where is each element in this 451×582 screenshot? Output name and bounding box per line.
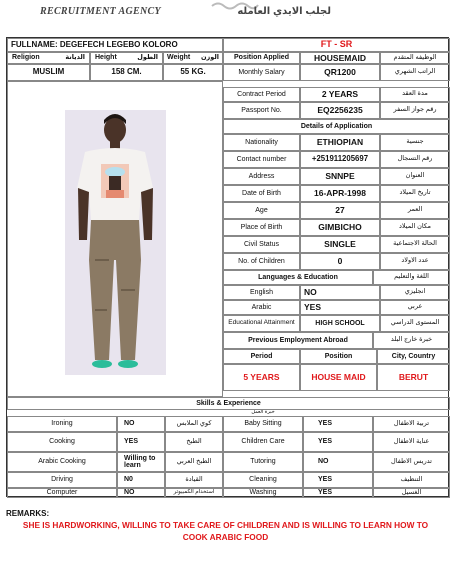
- contact-value: +251911205697: [300, 151, 380, 168]
- skill-value-4: N0: [117, 472, 165, 488]
- skill-ar-3: الطبخ العربي: [165, 452, 223, 472]
- cv-sheet: [6, 37, 449, 497]
- languages-heading: Languages & Education: [223, 270, 373, 285]
- passport-no-label: Passport No.: [223, 102, 300, 119]
- address-label-ar: العنوان: [380, 168, 450, 185]
- skill-value-1: NO: [117, 416, 165, 432]
- applicant-photo: [65, 110, 166, 375]
- city-country-header: City, Country: [377, 349, 450, 364]
- civil-status-label-ar: الحالة الاجتماعية: [380, 236, 450, 253]
- civil-status-value: SINGLE: [300, 236, 380, 253]
- nationality-label-ar: جنسية: [380, 134, 450, 151]
- agency-name-arabic: لجلب الايدي العامله: [237, 6, 331, 17]
- contract-period-label-ar: مدة العقد: [380, 87, 450, 102]
- nationality-value: ETHIOPIAN: [300, 134, 380, 151]
- skill-value-2: YES: [117, 432, 165, 452]
- city-country-value: BERUT: [377, 364, 450, 391]
- address-label: Address: [223, 168, 300, 185]
- remarks-line-1: SHE IS HARDWORKING, WILLING TO TAKE CARE OF CHILDREN AND IS WILLING TO LEARN HOW TO: [22, 520, 429, 530]
- skill2-ar-5: الغسيل: [373, 488, 450, 498]
- passport-no-label-ar: رقم جواز السفر: [380, 102, 450, 119]
- skill-name-5: Computer: [7, 488, 117, 498]
- dob-label-ar: تاريخ الميلاد: [380, 185, 450, 202]
- skill2-name-5: Washing: [223, 488, 303, 498]
- skill-name-2: Cooking: [7, 432, 117, 452]
- skill2-name-1: Baby Sitting: [223, 416, 303, 432]
- skills-heading-ar: خبرة العمل: [251, 410, 275, 416]
- education-label: Educational Attainment: [223, 315, 300, 332]
- religion-label: Religion: [12, 54, 40, 62]
- position-applied-value: HOUSEMAID: [300, 52, 380, 64]
- remarks-title: REMARKS:: [6, 509, 50, 518]
- skill2-ar-3: تدريس الاطفال: [373, 452, 450, 472]
- passport-no-value: EQ2256235: [300, 102, 380, 119]
- reference-code: FT - SR: [223, 38, 450, 52]
- education-label-ar: المستوى الدراسي: [380, 315, 450, 332]
- skill-ar-1: كوي الملابس: [165, 416, 223, 432]
- skill2-ar-1: تربية الاطفال: [373, 416, 450, 432]
- position-header: Position: [300, 349, 377, 364]
- religion-value: MUSLIM: [7, 64, 90, 81]
- remarks-line-2: COOK ARABIC FOOD: [182, 532, 269, 542]
- skill2-value-4: YES: [303, 472, 373, 488]
- skill-name-1: Ironing: [7, 416, 117, 432]
- pob-label-ar: مكان الميلاد: [380, 219, 450, 236]
- remarks-text: [0, 519, 451, 543]
- contact-label-ar: رقم التسجال: [380, 151, 450, 168]
- weight-label: Weight: [167, 54, 191, 62]
- prev-employment-heading: Previous Employment Abroad: [223, 332, 373, 349]
- english-label: English: [223, 285, 300, 300]
- children-value: 0: [300, 253, 380, 270]
- skill-ar-4: القيادة: [165, 472, 223, 488]
- pob-value: GIMBICHO: [300, 219, 380, 236]
- monthly-salary-value: QR1200: [300, 64, 380, 81]
- age-label-ar: العمر: [380, 202, 450, 219]
- agency-name: RECRUITMENT AGENCY: [40, 6, 161, 17]
- contract-period-value: 2 YEARS: [300, 87, 380, 102]
- nationality-label: Nationality: [223, 134, 300, 151]
- dob-value: 16-APR-1998: [300, 185, 380, 202]
- weight-value: 55 KG.: [163, 64, 223, 81]
- skill-value-5: NO: [117, 488, 165, 498]
- weight-label-ar: الوزن: [200, 53, 219, 61]
- religion-label-cell: [7, 52, 90, 64]
- civil-status-label: Civil Status: [223, 236, 300, 253]
- religion-label-ar: الديانة: [65, 53, 85, 61]
- dob-label: Date of Birth: [223, 185, 300, 202]
- fullname: FULLNAME: DEGEFECH LEGEBO KOLORO: [7, 38, 223, 52]
- skill2-name-3: Tutoring: [223, 452, 303, 472]
- children-label: No. of Children: [223, 253, 300, 270]
- english-value: NO: [300, 285, 380, 300]
- skill-name-4: Driving: [7, 472, 117, 488]
- skill-ar-5: استخدام الكمبيوتر: [165, 488, 223, 498]
- english-label-ar: انجليزي: [380, 285, 450, 300]
- details-heading: Details of Application: [223, 119, 450, 134]
- height-label-cell: [90, 52, 163, 64]
- height-label-ar: الطول: [137, 53, 158, 61]
- skill2-value-5: YES: [303, 488, 373, 498]
- prev-employment-heading-ar: خبرة خارج البلد: [373, 332, 450, 349]
- height-value: 158 CM.: [90, 64, 163, 81]
- position-applied-label: Position Applied: [223, 52, 300, 64]
- skill2-name-2: Children Care: [223, 432, 303, 452]
- skill2-value-1: YES: [303, 416, 373, 432]
- person-photo-icon: [65, 110, 166, 375]
- position-applied-label-ar: الوظيفه المتقدم: [380, 52, 450, 64]
- contract-period-label: Contract Period: [223, 87, 300, 102]
- skill2-name-4: Cleaning: [223, 472, 303, 488]
- skill2-ar-4: التنظيف: [373, 472, 450, 488]
- contact-label: Contact number: [223, 151, 300, 168]
- skill2-value-3: NO: [303, 452, 373, 472]
- arabic-value: YES: [300, 300, 380, 315]
- weight-label-cell: [163, 52, 223, 64]
- age-value: 27: [300, 202, 380, 219]
- children-label-ar: عدد الاولاد: [380, 253, 450, 270]
- arabic-label-ar: عربي: [380, 300, 450, 315]
- skill2-value-2: YES: [303, 432, 373, 452]
- skill-value-3: Willing to learn: [117, 452, 165, 472]
- monthly-salary-label: Monthly Salary: [223, 64, 300, 81]
- height-label: Height: [95, 54, 117, 62]
- skills-heading-label: Skills & Experience: [196, 399, 261, 407]
- skill-name-3: Arabic Cooking: [7, 452, 117, 472]
- skill-ar-2: الطبخ: [165, 432, 223, 452]
- age-label: Age: [223, 202, 300, 219]
- skills-heading: [7, 397, 450, 410]
- address-value: SNNPE: [300, 168, 380, 185]
- languages-heading-ar: اللغة والتعليم: [373, 270, 450, 285]
- period-value: 5 YEARS: [223, 364, 300, 391]
- pob-label: Place of Birth: [223, 219, 300, 236]
- monthly-salary-label-ar: الراتب الشهري: [380, 64, 450, 81]
- education-value: HIGH SCHOOL: [300, 315, 380, 332]
- position-value: HOUSE MAID: [300, 364, 377, 391]
- arabic-label: Arabic: [223, 300, 300, 315]
- period-header: Period: [223, 349, 300, 364]
- skill2-ar-2: عناية الاطفال: [373, 432, 450, 452]
